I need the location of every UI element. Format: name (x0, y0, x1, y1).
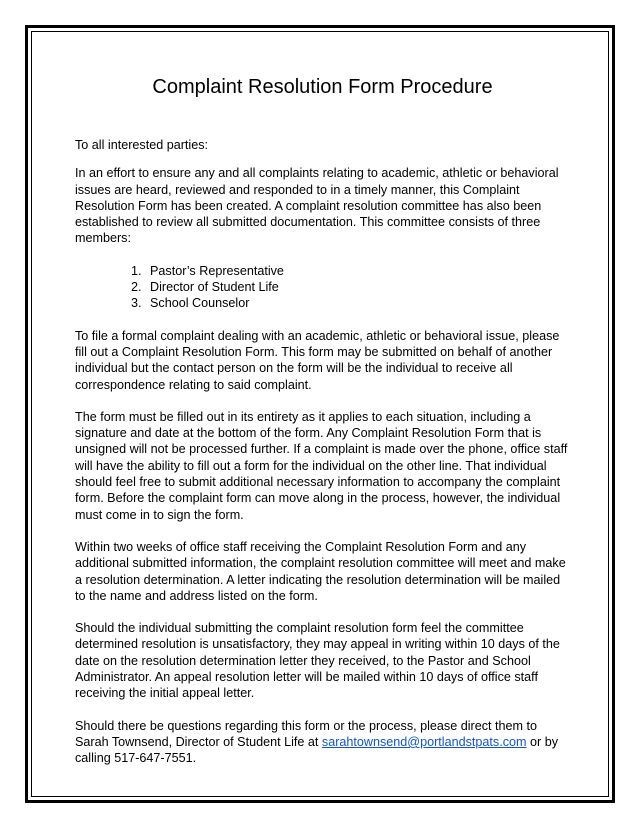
committee-members-list (75, 263, 570, 312)
list-item (131, 295, 570, 311)
filing-paragraph: To file a formal complaint dealing with an academic, athletic or behavioral issue, please fill out a Complaint Resolution Form. This form may be submitted on behalf of another individual but the contact person on the form will be the individual to receive all correspondence relating to said complaint. (75, 328, 560, 392)
list-number: 1. (131, 263, 142, 278)
list-item-label: Pastor’s Representative (150, 263, 284, 278)
list-item (131, 279, 570, 295)
page-title: Complaint Resolution Form Procedure (152, 76, 493, 98)
resolution-timeline-paragraph: Within two weeks of office staff receiving the Complaint Resolution Form and any additional submitted information, the complaint resolution committee will meet and make a resolution determination. A letter indicating the resolution determination will be mailed to the name and address listed on the form. (75, 539, 566, 603)
contact-text-after: or by calling 517-647-7551. (75, 734, 558, 766)
list-item-label: Director of Student Life (150, 280, 279, 295)
contact-email-link[interactable]: sarahtownsend@portlandstpats.com (321, 734, 527, 749)
intro-paragraph: In an effort to ensure any and all complaints relating to academic, athletic or behavioral issues are heard, reviewed and responded to in a timely manner, this Complaint Resolution Form has been created. A complaint resolution committee has also been established to review all submitted documentation. This committee consists of three members: (75, 166, 559, 246)
form-requirements-paragraph: The form must be filled out in its entirety as it applies to each situation, including a signature and date at the bottom of the form. Any Complaint Resolution Form that is unsigned will not be processed further. If a complaint is made over the phone, office staff will have the ability to fill out a form for the individual on the other line. That individual should feel free to submit additional necessary information to accompany the complaint form. Before the complaint form can move along in the process, however, the individual must come in to sign the form. (75, 409, 568, 522)
appeal-paragraph: Should the individual submitting the complaint resolution form feel the committee determined resolution is unsatisfactory, they may appeal in writing within 10 days of the date on the resolution determination letter they received, to the Pastor and School Administrator. An appeal resolution letter will be mailed within 10 days of office staff receiving the initial appeal letter. (75, 621, 560, 701)
list-number: 2. (131, 280, 142, 295)
list-item-label: School Counselor (150, 296, 250, 311)
greeting: To all interested parties: (75, 138, 209, 152)
contact-paragraph (75, 718, 570, 767)
list-number: 3. (131, 296, 142, 311)
contact-text-before: Should there be questions regarding this form or the process, please direct them to Sarah Townsend, Director of Student Life at (75, 718, 538, 749)
list-item (131, 263, 570, 279)
document-content (75, 74, 570, 783)
